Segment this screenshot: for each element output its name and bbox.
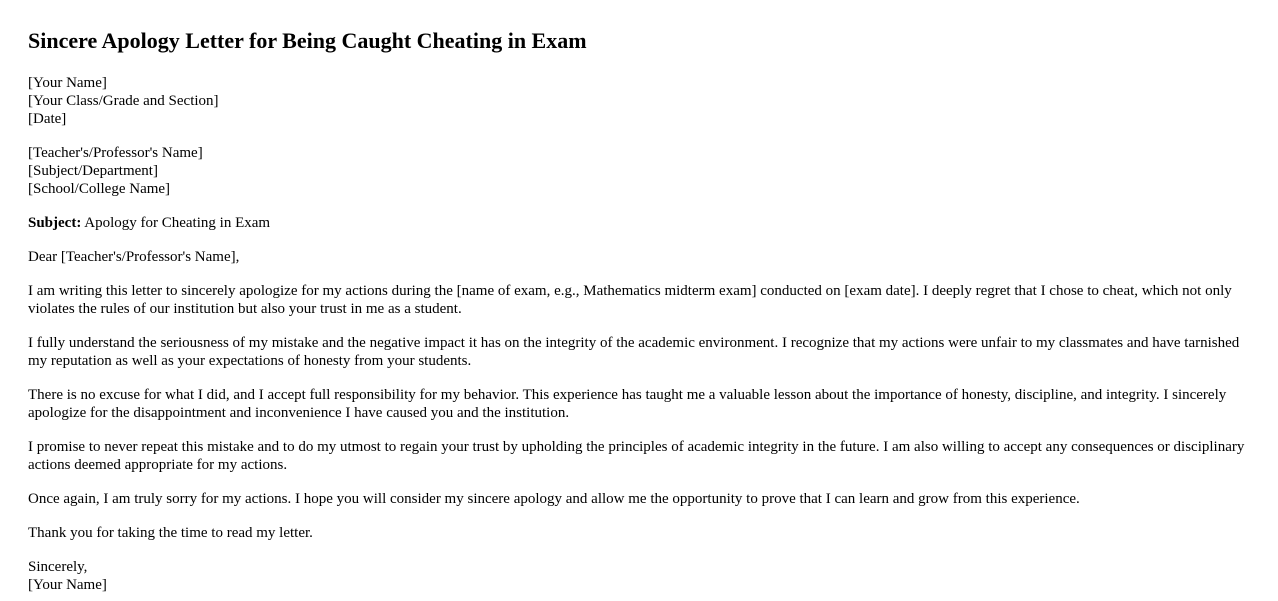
body-paragraph: I fully understand the seriousness of my mistake and the negative impact it has on the integrity of the academic environment. I recognize that my actions were unfair to my classmates and have tarnished my reputation as well as your expectations of honesty from your students. (28, 335, 1240, 369)
body-paragraph: I am writing this letter to sincerely apologize for my actions during the [name of exam, e.g., Mathematics midterm exam] conducted on [exam date]. I deeply regret that I chose to cheat, which not only violates the rules of our institution but also your trust in me as a student. (28, 283, 1232, 317)
recipient-name: [Teacher's/Professor's Name] (28, 145, 203, 161)
body-paragraph: Thank you for taking the time to read my letter. (28, 525, 313, 541)
recipient-block (28, 144, 1250, 198)
body-paragraph: I promise to never repeat this mistake and to do my utmost to regain your trust by upholding the principles of academic integrity in the future. I am also willing to accept any consequences or disciplinary actions deemed appropriate for my actions. (28, 439, 1245, 473)
subject-line (28, 214, 1250, 232)
sender-date: [Date] (28, 111, 67, 127)
closing-text: Sincerely, (28, 559, 88, 575)
recipient-school: [School/College Name] (28, 181, 171, 197)
body-paragraph: There is no excuse for what I did, and I accept full responsibility for my behavior. This experience has taught me a valuable lesson about the importance of honesty, discipline, and integrity. I sincerely apologize for the disappointment and inconvenience I have caused you and the institution. (28, 387, 1227, 421)
body-paragraph: Once again, I am truly sorry for my actions. I hope you will consider my sincere apology and allow me the opportunity to prove that I can learn and grow from this experience. (28, 491, 1080, 507)
sender-name: [Your Name] (28, 75, 107, 91)
signature: [Your Name] (28, 577, 107, 593)
subject-label: Subject: (28, 215, 82, 231)
closing-block (28, 558, 1250, 594)
recipient-department: [Subject/Department] (28, 163, 158, 179)
sender-class: [Your Class/Grade and Section] (28, 93, 219, 109)
letter-title: Sincere Apology Letter for Being Caught Cheating in Exam (28, 28, 587, 53)
sender-block (28, 74, 1250, 128)
salutation: Dear [Teacher's/Professor's Name], (28, 249, 240, 265)
subject-text: Apology for Cheating in Exam (81, 215, 271, 231)
